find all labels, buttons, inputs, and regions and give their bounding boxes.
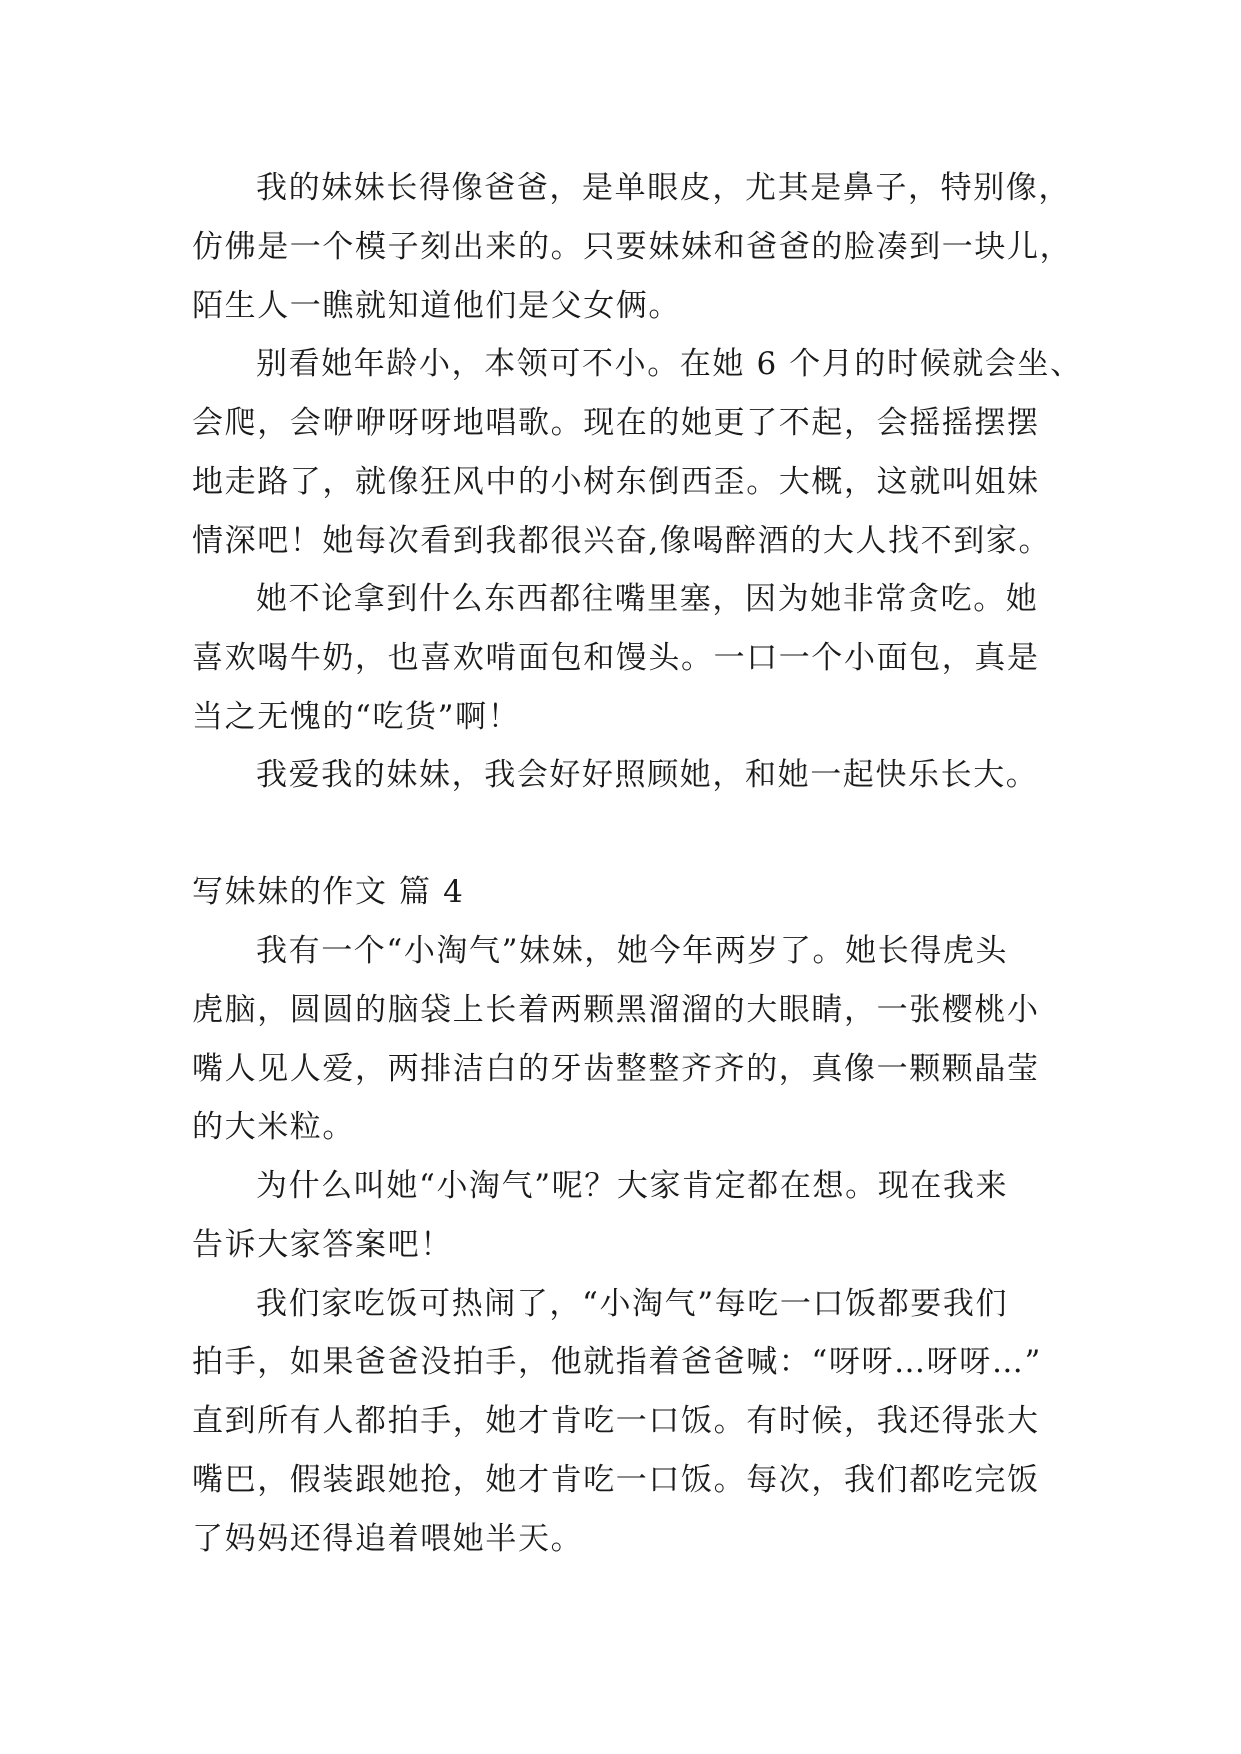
text-line: 地走路了，就像狂风中的小树东倒西歪。大概，这就叫姐妹: [192, 464, 1040, 500]
text-line: 仿佛是一个模子刻出来的。只要妹妹和爸爸的脸凑到一块儿，: [192, 229, 1073, 265]
text-line: 为什么叫她“小淘气”呢？大家肯定都在想。现在我来: [256, 1168, 1009, 1204]
text-line: 情深吧！她每次看到我都很兴奋,像喝醉酒的大人找不到家。: [192, 523, 1052, 559]
text-line: 喜欢喝牛奶，也喜欢啃面包和馒头。一口一个小面包，真是: [192, 640, 1040, 676]
text-line: 拍手，如果爸爸没拍手，他就指着爸爸喊：“呀呀…呀呀…”: [192, 1344, 1042, 1380]
text-line: 我们家吃饭可热闹了，“小淘气”每吃一口饭都要我们: [256, 1286, 1009, 1322]
text-line: 我爱我的妹妹，我会好好照顾她，和她一起快乐长大。: [256, 757, 1039, 793]
text-line: 我的妹妹长得像爸爸，是单眼皮，尤其是鼻子，特别像，: [256, 170, 1071, 206]
text-line: 当之无愧的“吃货”啊！: [192, 699, 521, 735]
text-line: 嘴人见人爱，两排洁白的牙齿整整齐齐的，真像一颗颗晶莹: [192, 1051, 1040, 1087]
text-line: 陌生人一瞧就知道他们是父女俩。: [192, 288, 681, 324]
text-line: 她不论拿到什么东西都往嘴里塞，因为她非常贪吃。她: [256, 581, 1039, 617]
text-line: 我有一个“小淘气”妹妹，她今年两岁了。她长得虎头: [256, 933, 1009, 969]
text-line: 的大米粒。: [192, 1109, 355, 1145]
section-heading: 写妹妹的作文 篇 4: [192, 874, 465, 910]
text-line: 别看她年龄小，本领可不小。在她 6 个月的时候就会坐、: [256, 346, 1083, 382]
text-line: 告诉大家答案吧！: [192, 1227, 453, 1263]
text-line: 直到所有人都拍手，她才肯吃一口饭。有时候，我还得张大: [192, 1403, 1040, 1439]
text-line: 嘴巴，假装跟她抢，她才肯吃一口饭。每次，我们都吃完饭: [192, 1462, 1040, 1498]
text-line: 了妈妈还得追着喂她半天。: [192, 1521, 584, 1557]
text-line: 虎脑，圆圆的脑袋上长着两颗黑溜溜的大眼睛，一张樱桃小: [192, 992, 1040, 1028]
text-line: 会爬，会咿咿呀呀地唱歌。现在的她更了不起，会摇摇摆摆: [192, 405, 1040, 441]
